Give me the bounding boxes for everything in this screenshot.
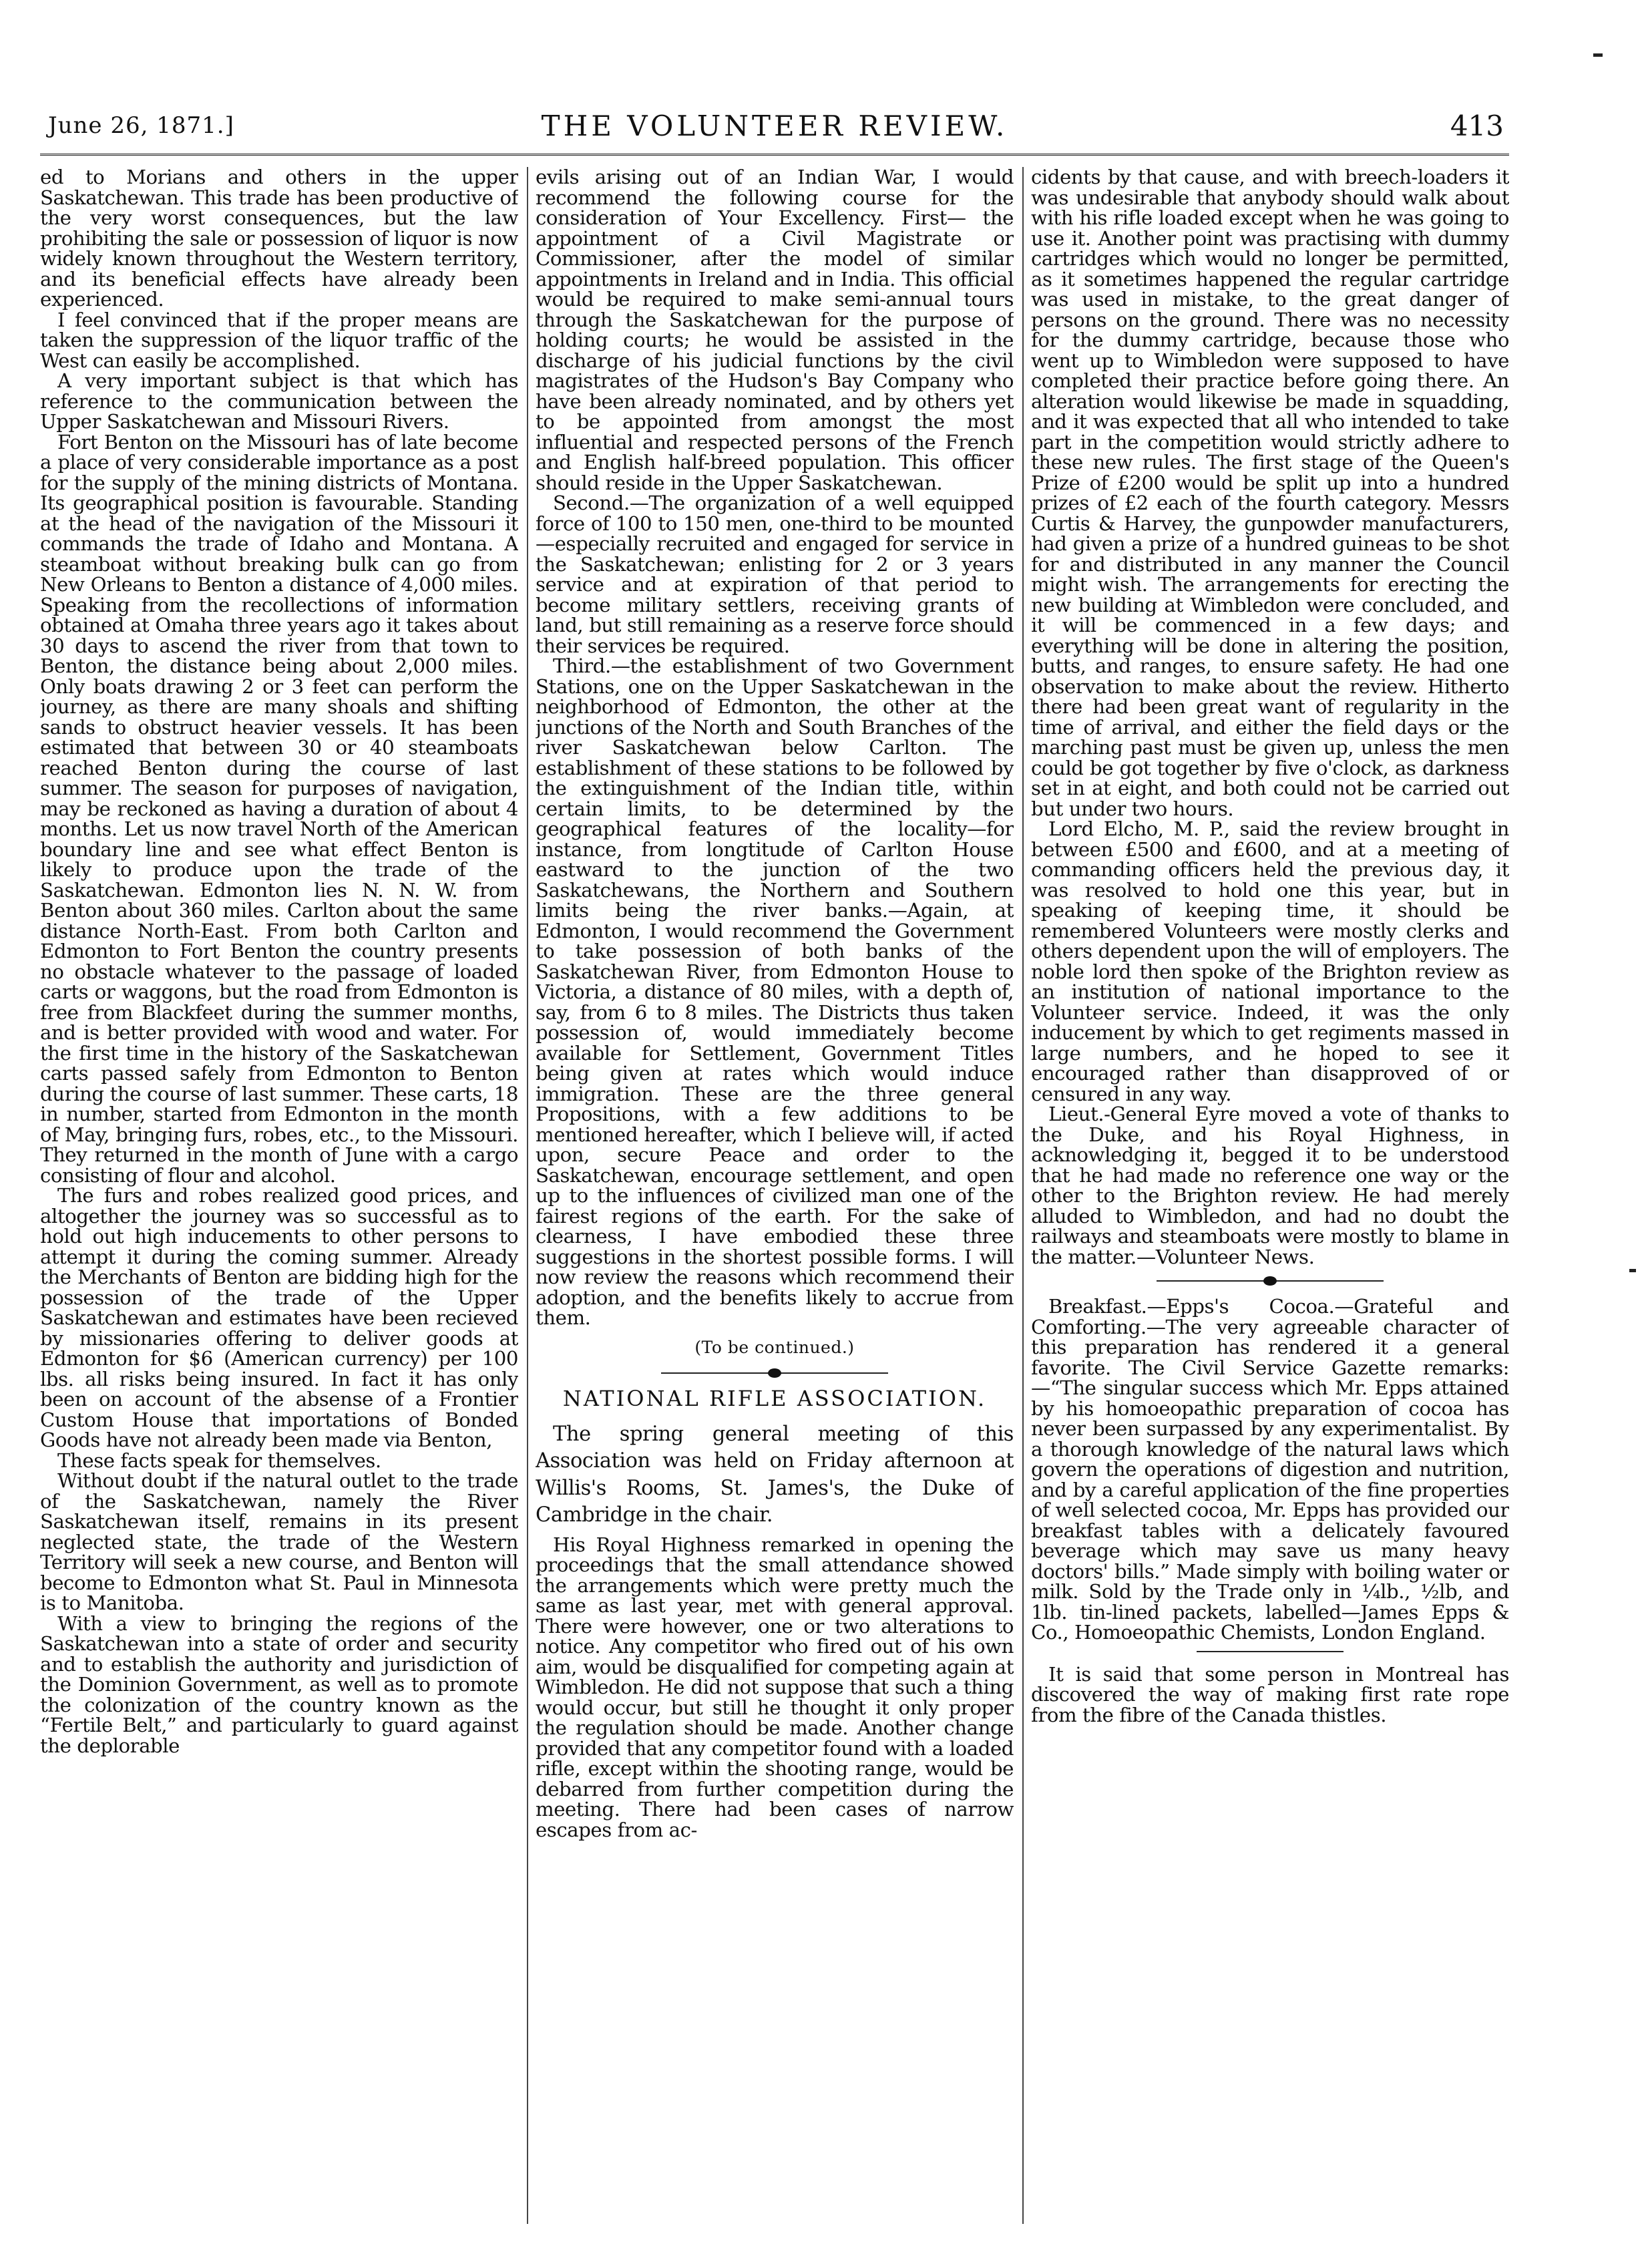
newspaper-page xyxy=(40,100,1509,2237)
paragraph: These facts speak for themselves. xyxy=(57,1449,381,1472)
paragraph: With a view to bringing the regions of the Saskatchewan into a state of order and security and to establish the authority and jurisdiction of the Dominion Government, as well as to promote the colonization of the country known as the “Fertile Belt,” and particularly to guard against the deplorable xyxy=(40,1612,518,1757)
newspaper-title: THE VOLUNTEER REVIEW. xyxy=(541,110,1008,142)
advertisement: Breakfast.—Epps's Cocoa.—Grateful and Comforting.—The very agreeable character of this preparation has rendered it a general favorite. The Civil Service Gazette remarks:—“The singular success which Mr. Epps attained by his homoeopathic preparation of cocoa has never been surpassed by any experimentalist. By a thorough knowledge of the natural laws which govern the operations of digestion and nutrition, and by a careful application of the fine properties of well selected cocoa, Mr. Epps has provided our breakfast tables with a delicately favoured beverage which may save us many heavy doctors' bills.” Made simply with boiling water or milk. Sold by the Trade only in ¼lb., ½lb, and 1lb. tin-lined packets, labelled—James Epps & Co., Homoeopathic Chemists, London England. xyxy=(1031,1295,1509,1644)
page-number: 413 xyxy=(1450,110,1504,142)
paragraph: Second.—The organization of a well equipped force of 100 to 150 men, one-third to be mounted—especially recruited and engaged for service in the Saskatchewan; enlisting for 2 or 3 years service and at expiration of that period to become military settlers, receiving grants of land, but still remaining as a reserve force should their services be required. xyxy=(536,492,1014,657)
paragraph: I feel convinced that if the proper means are taken the suppression of the liquor traffic of the West can easily be accomplished. xyxy=(40,308,518,372)
paragraph: The spring general meeting of this Association was held on Friday afternoon at Willis's Rooms, St. James's, the Duke of Cambridge in the chair. xyxy=(536,1422,1014,1527)
section-heading: NATIONAL RIFLE ASSOCIATION. xyxy=(562,1386,987,1411)
issue-date: June 26, 1871.] xyxy=(48,112,234,139)
divider-ornament xyxy=(1263,1276,1277,1286)
divider-ornament xyxy=(768,1368,781,1378)
column-rule xyxy=(527,167,528,2224)
section-divider xyxy=(661,1366,888,1380)
corner-mark xyxy=(1629,1269,1636,1272)
paragraph: evils arising out of an Indian War, I would recommend the following course for the consideration of Your Excellency. First— the appointment of a Civil Magistrate or Commissioner, after the model of similar appointments in Ireland and in India. This official would be required to make semi-annual tours through the Saskatchewan for the purpose of holding courts; he would be assisted in the discharge of his judicial functions by the civil magistrates of the Hudson's Bay Company who have been already nominated, and by others yet to be appointed from amongst the most influential and respected persons of the French and English half-breed population. This officer should reside in the Upper Saskatchewan. xyxy=(536,167,1014,494)
masthead xyxy=(40,100,1509,156)
paragraph: Lieut.-General Eyre moved a vote of thanks to the Duke, and his Royal Highness, in acknowledging it, begged it to be understood that he had made no reference one way or the other to the Brighton review. He had merely alluded to Wimbledon, and had no doubt the railways and steamboats were mostly to blame in the matter.—Volunteer News. xyxy=(1031,1103,1509,1268)
to-be-continued: (To be continued.) xyxy=(694,1337,855,1357)
paragraph: The furs and robes realized good prices, and altogether the journey was so successful as to hold out high inducements to other persons to attempt it during the coming summer. Already the Merchants of Benton are bidding high for the possession of the trade of the Upper Saskatchewan and estimates have been recieved by missionaries offering to deliver goods at Edmonton for $6 (American currency) per 100 lbs. all risks being insured. In fact it has only been on account of the absense of a Frontier Custom House that importations of Bonded Goods have not already been made via Benton, xyxy=(40,1184,518,1451)
closing-note: It is said that some person in Montreal has discovered the way of making first rate rope from the fibre of the Canada thistles. xyxy=(1031,1662,1509,1726)
paragraph: A very important subject is that which has reference to the communication between the Upper Saskatchewan and Missouri Rivers. xyxy=(40,369,518,433)
paragraph: Fort Benton on the Missouri has of late become a place of very considerable importance as a post for the supply of the mining districts of Montana. Its geographical position is favourable. Standing at the head of the navigation of the Missouri it commands the trade of Idaho and Montana. A steamboat without breaking bulk can go from New Orleans to Benton a distance of 4,000 miles. Speaking from the recollections of information obtained at Omaha three years ago it takes about 30 days to ascend the river from that town to Benton, the distance being about 2,000 miles. Only boats drawing 2 or 3 feet can perform the journey, as there are many shoals and shifting sands to obstruct heavier vessels. It has been estimated that between 30 or 40 steamboats reached Benton during the course of last summer. The season for purposes of navigation, may be reckoned as having a duration of about 4 months. Let us now travel North of the American boundary line and see what effect Benton is likely to produce upon the trade of the Saskatchewan. Edmonton lies N. N. W. from Benton about 360 miles. Carlton about the same distance North-East. From both Carlton and Edmonton to Fort Benton the country presents no obstacle whatever to the passage of loaded carts or waggons, but the road from Edmonton is free from Blackfeet during the summer months, and is better provided with wood and water. For the first time in the history of the Saskatchewan carts passed safely from Edmonton to Benton during the course of last summer. These carts, 18 in number, started from Edmonton in the month of May, bringing furs, robes, etc., to the Missouri. They returned in the month of June with a cargo consisting of flour and alcohol. xyxy=(40,430,518,1187)
section-rule xyxy=(1197,1651,1344,1652)
section-divider xyxy=(1157,1274,1384,1288)
column-2 xyxy=(536,167,1014,2224)
column-3 xyxy=(1031,167,1509,2224)
article-columns xyxy=(40,167,1509,2224)
nra-article xyxy=(536,1421,1014,1841)
column-1 xyxy=(40,167,518,2224)
column-rule xyxy=(1022,167,1024,2224)
paragraph: ed to Morians and others in the upper Saskatchewan. This trade has been productive of the very worst consequences, but the law prohibiting the sale or possession of liquor is now widely known throughout the Western territory, and its beneficial effects have already been experienced. xyxy=(40,167,518,311)
corner-mark xyxy=(1593,53,1603,57)
paragraph: Without doubt if the natural outlet to the trade of the Saskatchewan, namely the River Saskatchewan itself, remains in its present neglected state, the trade of the Western Territory will seek a new course, and Benton will become to Edmonton what St. Paul in Minnesota is to Manitoba. xyxy=(40,1469,518,1614)
paragraph: cidents by that cause, and with breech-loaders it was undesirable that anybody should walk about with his rifle loaded except when he was going to use it. Another point was practising with dummy cartridges which would no longer be permitted, as it sometimes happened the regular cartridge was used in mistake, to the great danger of persons on the ground. There was no necessity for the dummy cartridge, because those who went up to Wimbledon were supposed to have completed their practice before going there. An alteration would likewise be made in squadding, and it was expected that all who intended to take part in the competition would strictly adhere to these new rules. The first stage of the Queen's Prize of £200 would be split up into a hundred prizes of £2 each of the fourth category. Messrs Curtis & Harvey, the gunpowder manufacturers, had given a prize of a hundred guineas to be shot for and distributed in any manner the Council might wish. The arrangements for erecting the new building at Wimbledon were concluded, and it will be commenced in a few days; and everything will be done in altering the position, butts, and ranges, to ensure safety. He had one observation to make about the review. Hitherto there had been great want of regularity in the time of arrival, and either the field days or the marching past must be given up, unless the men could be got together by five o'clock, as darkness set in at eight, and both could not be carried out but under two hours. xyxy=(1031,167,1509,820)
paragraph: Third.—the establishment of two Government Stations, one on the Upper Saskatchewan in the neighborhood of Edmonton, the other at the junctions of the North and South Branches of the river Saskatchewan below Carlton. The establishment of these stations to be followed by the extinguishment of the Indian title, within certain limits, to be determined by the geographical features of the locality—for instance, from longtitude of Carlton House eastward to the junction of the two Saskatchewans, the Northern and Southern limits being the river banks.—Again, at Edmonton, I would recommend the Government to take possession of both banks of the Saskatchewan River, from Edmonton House to Victoria, a distance of 80 miles, with a depth of, say, from 6 to 8 miles. The Districts thus taken possession of, would immediately become available for Settlement, Government Titles being given at rates which would induce immigration. These are the three general Propositions, with a few additions to be mentioned hereafter, which I believe will, if acted upon, secure Peace and order to the Saskatchewan, encourage settlement, and open up to the influences of civilized man one of the fairest regions of the earth. For the sake of clearness, I have embodied these three suggestions in the shortest possible forms. I will now review the reasons which recommend their adoption, and the benefits likely to accrue from them. xyxy=(536,654,1014,1329)
paragraph: Lord Elcho, M. P., said the review brought in between £500 and £600, and at a meeting of commanding officers held the previous day, it was resolved to hold one this year, but in speaking of keeping time, it should be remembered Volunteers were mostly clerks and others dependent upon the will of employers. The noble lord then spoke of the Brighton review as an institution of national importance to the Volunteer service. Indeed, it was the only inducement by which to get regiments massed in large numbers, and he hoped to see it encouraged rather than disapproved of or censured in any way. xyxy=(1031,817,1509,1105)
paragraph: His Royal Highness remarked in opening the proceedings that the small attendance showed the arrangements which were pretty much the same as last year, met with general approval. There were however, one or two alterations to notice. Any competitor who fired out of his own aim, would be disqualified for competing again at Wimbledon. He did not suppose that such a thing would occur, but still he thought it only proper the regulation should be made. Another change provided that any competitor found with a loaded rifle, except within the shooting range, would be debarred from further competition during the meeting. There had been cases of narrow escapes from ac- xyxy=(536,1533,1014,1841)
